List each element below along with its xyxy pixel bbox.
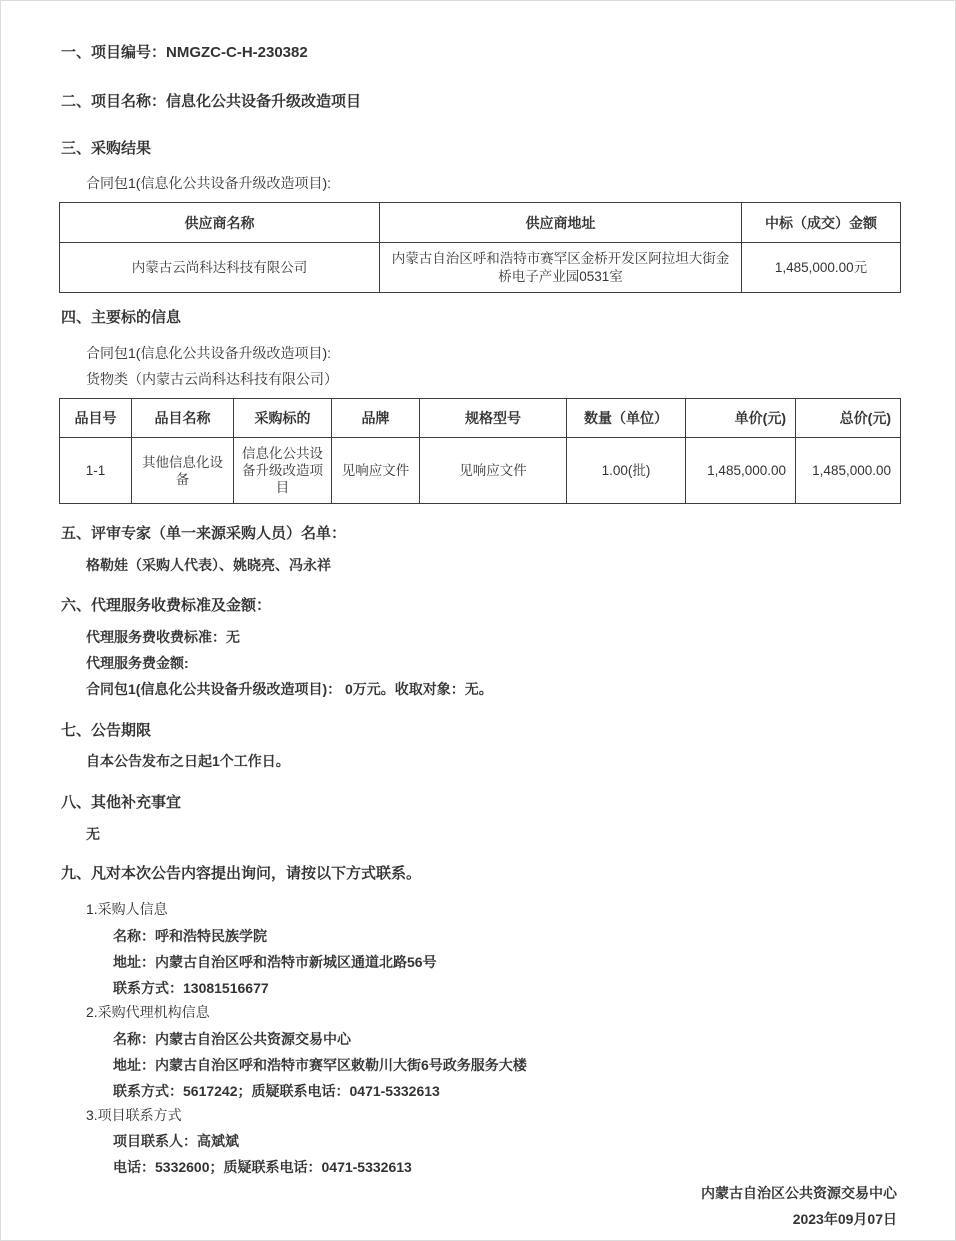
purchaser-phone-line: 联系方式：13081516677 <box>113 980 269 996</box>
header-subject: 采购标的 <box>234 399 332 438</box>
section-3-heading: 三、采购结果 <box>61 140 152 157</box>
cell-supplier-name: 内蒙古云尚科达科技有限公司 <box>60 243 380 293</box>
section-2-project-name <box>61 94 897 110</box>
project-name-value: 信息化公共设备升级改造项目 <box>166 93 362 110</box>
purchaser-address-line: 地址：内蒙古自治区呼和浩特市新城区通道北路56号 <box>113 954 437 970</box>
subject-category-line: 货物类（内蒙古云尚科达科技有限公司） <box>86 371 338 387</box>
cell-total-price: 1,485,000.00 <box>796 438 901 504</box>
supplier-table <box>59 202 901 293</box>
expert-names: 格勒娃（采购人代表）、姚晓亮、冯永祥 <box>86 557 331 573</box>
cell-brand: 见响应文件 <box>332 438 420 504</box>
header-spec-model: 规格型号 <box>420 399 567 438</box>
project-name-label: 二、项目名称： <box>61 93 167 110</box>
cell-unit-price: 1,485,000.00 <box>686 438 796 504</box>
header-item-no: 品目号 <box>60 399 132 438</box>
subject-table-header-row <box>60 399 901 438</box>
cell-item-no: 1-1 <box>60 438 132 504</box>
project-number-value: NMGZC-C-H-230382 <box>166 44 308 61</box>
agency-name-line: 名称：内蒙古自治区公共资源交易中心 <box>113 1031 351 1047</box>
agency-fee-amount-label: 代理服务费金额: <box>86 655 189 671</box>
cell-spec-model: 见响应文件 <box>420 438 567 504</box>
agency-info-title: 2.采购代理机构信息 <box>86 1004 210 1020</box>
table-row <box>60 243 901 293</box>
header-quantity: 数量（单位） <box>567 399 686 438</box>
announcement-period-content: 自本公告发布之日起1个工作日。 <box>86 753 290 769</box>
cell-supplier-address: 内蒙古自治区呼和浩特市赛罕区金桥开发区阿拉坦大街金桥电子产业园0531室 <box>380 243 742 293</box>
footer-date: 2023年09月07日 <box>792 1211 897 1227</box>
cell-award-amount: 1,485,000.00元 <box>742 243 901 293</box>
purchaser-name-line: 名称：呼和浩特民族学院 <box>113 928 267 944</box>
agency-fee-package-line: 合同包1(信息化公共设备升级改造项目)： 0万元。收取对象：无。 <box>86 681 493 697</box>
project-contact-person-line: 项目联系人：高斌斌 <box>113 1133 239 1149</box>
header-award-amount: 中标（成交）金额 <box>742 203 901 243</box>
result-package-line: 合同包1(信息化公共设备升级改造项目): <box>86 175 331 191</box>
supplier-table-header-row <box>60 203 901 243</box>
header-unit-price: 单价(元) <box>686 399 796 438</box>
purchaser-info-title: 1.采购人信息 <box>86 901 168 917</box>
cell-item-name: 其他信息化设备 <box>132 438 234 504</box>
section-4-heading: 四、主要标的信息 <box>61 309 182 326</box>
section-6-heading: 六、代理服务收费标准及金额： <box>61 597 272 614</box>
other-matters-content: 无 <box>86 826 100 842</box>
cell-subject: 信息化公共设备升级改造项目 <box>234 438 332 504</box>
table-row <box>60 438 901 504</box>
header-brand: 品牌 <box>332 399 420 438</box>
header-total-price: 总价(元) <box>796 399 901 438</box>
section-8-heading: 八、其他补充事宜 <box>61 794 182 811</box>
agency-phone-line: 联系方式：5617242；质疑联系电话：0471-5332613 <box>113 1083 440 1099</box>
section-1-project-number <box>61 45 897 61</box>
header-item-name: 品目名称 <box>132 399 234 438</box>
subject-package-line: 合同包1(信息化公共设备升级改造项目): <box>86 345 331 361</box>
agency-fee-standard: 代理服务费收费标准：无 <box>86 629 240 645</box>
footer-organization: 内蒙古自治区公共资源交易中心 <box>701 1185 897 1201</box>
section-7-heading: 七、公告期限 <box>61 722 152 739</box>
cell-quantity: 1.00(批) <box>567 438 686 504</box>
subject-table <box>59 398 901 504</box>
section-9-heading: 九、凡对本次公告内容提出询问，请按以下方式联系。 <box>61 865 422 882</box>
header-supplier-address: 供应商地址 <box>380 203 742 243</box>
project-contact-title: 3.项目联系方式 <box>86 1107 182 1123</box>
section-5-heading: 五、评审专家（单一来源采购人员）名单： <box>61 525 347 542</box>
header-supplier-name: 供应商名称 <box>60 203 380 243</box>
agency-address-line: 地址：内蒙古自治区呼和浩特市赛罕区敕勒川大街6号政务服务大楼 <box>113 1057 527 1073</box>
project-contact-phone-line: 电话：5332600；质疑联系电话：0471-5332613 <box>113 1159 412 1175</box>
project-number-label: 一、项目编号： <box>61 44 167 61</box>
